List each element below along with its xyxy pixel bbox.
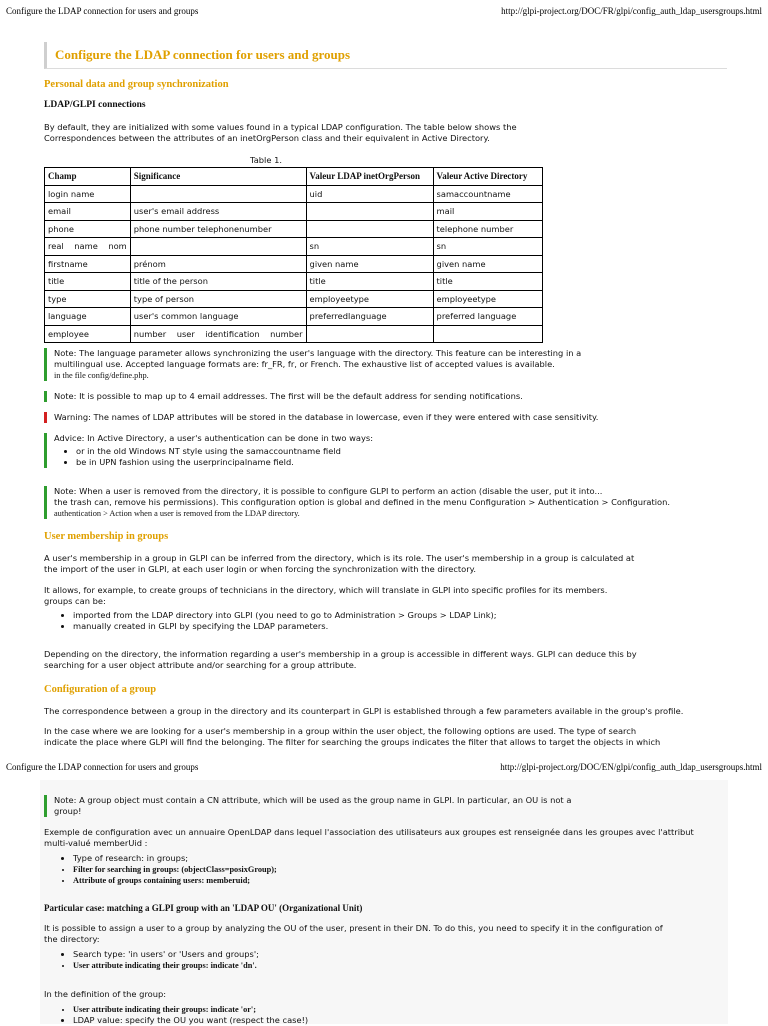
ldap-attributes-table (44, 167, 543, 343)
table-row (45, 185, 543, 203)
paragraph-line: indicate the place where GLPI will find the belonging. The filter for searching the groups indicates the filter that allows to target the objects in which (44, 737, 661, 747)
subsection-heading: Particular case: matching a GLPI group with an 'LDAP OU' (Organizational Unit) (44, 903, 363, 913)
example-paragraph (44, 827, 730, 886)
note-line: in the file config/define.php. (54, 371, 149, 380)
list-item: • imported from the LDAP directory into GLPI (you need to go to Administration > Groups > LDAP Link); (73, 610, 730, 621)
table-cell: number user identification number (130, 325, 306, 343)
paragraph-line: Exemple de configuration avec un annuaire OpenLDAP dans lequel l'association des utilisateurs aux groupes est renseignée dans les groupes avec l'attribut (44, 827, 694, 837)
example-list (44, 853, 730, 886)
table-header-cell: Valeur LDAP inetOrgPerson (306, 168, 433, 186)
table-cell: title (45, 273, 131, 291)
table-cell: prénom (130, 255, 306, 273)
table-cell: user's common language (130, 308, 306, 326)
table-cell: telephone number (433, 220, 542, 238)
table-cell: language (45, 308, 131, 326)
table-cell: preferred language (433, 308, 542, 326)
table-cell (306, 325, 433, 343)
list-item: • Search type: 'in users' or 'Users and groups'; (73, 949, 730, 960)
note-line: multilingual use. Accepted language formats are: fr_FR, fr, or French. The exhaustive list of accepted values is available. (54, 359, 555, 369)
assign-paragraph (44, 923, 730, 971)
table-caption: Table 1. (250, 155, 283, 165)
table-cell: preferredlanguage (306, 308, 433, 326)
list-item: • or in the old Windows NT style using the samaccountname field (76, 446, 373, 457)
table-cell: sn (433, 238, 542, 256)
page-title: Configure the LDAP connection for users and groups (55, 47, 351, 62)
note-line: Note: A group object must contain a CN attribute, which will be used as the group name in GLPI. In particular, an OU is not a (54, 795, 572, 805)
section-personal-data (44, 79, 730, 90)
page2-header-url[interactable]: http://glpi-project.org/DOC/EN/glpi/config_auth_ldap_usersgroups.html (500, 762, 762, 772)
allows-paragraph (44, 585, 730, 632)
definition-paragraph (44, 989, 730, 1026)
list-item: • manually created in GLPI by specifying the LDAP parameters. (73, 621, 730, 632)
list-item: • Attribute of groups containing users: memberuid; (73, 875, 730, 886)
subsection-heading: LDAP/GLPI connections (44, 100, 146, 110)
table-cell: real name nom (45, 238, 131, 256)
table-cell: mail (433, 203, 542, 221)
depending-paragraph (44, 649, 730, 671)
page-title-box (44, 42, 727, 69)
list-item: • Filter for searching in groups: (objectClass=posixGroup); (73, 864, 730, 875)
table-cell (306, 220, 433, 238)
advice-line: Advice: In Active Directory, a user's authentication can be done in two ways: (54, 433, 374, 443)
paragraph-line: searching for a user object attribute and/or searching for a group attribute. (44, 660, 357, 670)
paragraph-line: It is possible to assign a user to a group by analyzing the OU of the user, present in their DN. To do this, you need to specify it in the configuration of (44, 923, 663, 933)
note-removed-user (44, 486, 670, 519)
table-cell: type of person (130, 290, 306, 308)
note-line: Note: It is possible to map up to 4 email addresses. The first will be the default address for sending notifications. (54, 391, 523, 401)
intro-line: Correspondences between the attributes of an inetOrgPerson class and their equivalent in Active Directory. (44, 133, 490, 143)
list-item: • User attribute indicating their groups: indicate 'or'; (73, 1004, 730, 1015)
paragraph-line: A user's membership in a group in GLPI can be inferred from the directory, which is its role. The user's membership in a group is calculated at (44, 553, 635, 563)
list-item: • Type of research: in groups; (73, 853, 730, 864)
advice-box (44, 433, 373, 468)
note-language (44, 348, 581, 381)
subsection (44, 100, 730, 110)
assign-list (44, 949, 730, 971)
table-row (45, 308, 543, 326)
paragraph-line: groups can be: (44, 596, 106, 606)
table-cell: uid (306, 185, 433, 203)
table-cell (130, 238, 306, 256)
paragraph-line: the import of the user in GLPI, at each user login or when forcing the synchronization with the directory. (44, 564, 476, 574)
table-row (45, 273, 543, 291)
table-row (45, 290, 543, 308)
list-item: • User attribute indicating their groups: indicate 'dn'. (73, 960, 730, 971)
table-cell: type (45, 290, 131, 308)
note-cn-attribute (44, 795, 571, 817)
advice-list (54, 446, 373, 468)
note-line: Note: The language parameter allows synchronizing the user's language with the directory. This feature can be interesting in a (54, 348, 582, 358)
table-cell: phone (45, 220, 131, 238)
section-heading: User membership in groups (44, 531, 169, 542)
table-header-cell: Significance (130, 168, 306, 186)
paragraph-line: multi-valué memberUid : (44, 838, 148, 848)
note-line: the trash can, remove his permissions). This configuration option is global and defined in the menu Configuration > Authentication > Configuration. (54, 497, 670, 507)
case-paragraph (44, 726, 730, 748)
table-cell: title (306, 273, 433, 291)
note-email (44, 391, 523, 402)
table-cell: firstname (45, 255, 131, 273)
paragraph-line: It allows, for example, to create groups of technicians in the directory, which will translate in GLPI into specific profiles for its members. (44, 585, 608, 595)
intro-paragraph (44, 122, 730, 144)
section-group-config (44, 684, 730, 695)
section-heading: Personal data and group synchronization (44, 79, 229, 90)
table-cell: given name (433, 255, 542, 273)
note-line: group! (54, 806, 82, 816)
table-cell: samaccountname (433, 185, 542, 203)
table-header-row (45, 168, 543, 186)
section-heading: Configuration of a group (44, 684, 157, 695)
table-cell: employeetype (306, 290, 433, 308)
intro-line: By default, they are initialized with some values found in a typical LDAP configuration. The table below shows the (44, 122, 517, 132)
table-cell: given name (306, 255, 433, 273)
paragraph-line: Depending on the directory, the information regarding a user's membership in a group is accessible in different ways. GLPI can deduce this by (44, 649, 637, 659)
page2-header (6, 762, 762, 774)
table-cell: sn (306, 238, 433, 256)
table-row (45, 203, 543, 221)
table-cell: email (45, 203, 131, 221)
table-header-cell: Champ (45, 168, 131, 186)
table-cell (306, 203, 433, 221)
warning-line: Warning: The names of LDAP attributes will be stored in the database in lowercase, even if they were entered with case sensitivity. (54, 412, 599, 422)
table-cell (433, 325, 542, 343)
page1-header (6, 6, 762, 18)
definition-list (44, 1004, 730, 1026)
table-cell: login name (45, 185, 131, 203)
page1-header-url[interactable]: http://glpi-project.org/DOC/FR/glpi/config_auth_ldap_usersgroups.html (501, 6, 762, 16)
table-cell: title (433, 273, 542, 291)
table-cell: employee (45, 325, 131, 343)
note-line: authentication > Action when a user is removed from the LDAP directory. (54, 509, 300, 518)
paragraph-line: In the case where we are looking for a user's membership in a group within the user object, the following options are used. The type of search (44, 726, 637, 736)
warning-box (44, 412, 598, 423)
table-header-cell: Valeur Active Directory (433, 168, 542, 186)
table-row (45, 325, 543, 343)
particular-case (44, 903, 730, 913)
list-item: • be in UPN fashion using the userprincipalname field. (76, 457, 373, 468)
section-membership (44, 531, 730, 542)
list-item: • LDAP value: specify the OU you want (respect the case!) (73, 1015, 730, 1026)
paragraph-line: The correspondence between a group in the directory and its counterpart in GLPI is established through a few parameters available in the group's profile. (44, 706, 684, 716)
note-line: Note: When a user is removed from the directory, it is possible to configure GLPI to perform an action (disable the user, put it into... (54, 486, 603, 496)
table-row (45, 220, 543, 238)
table-cell: employeetype (433, 290, 542, 308)
page2-header-title: Configure the LDAP connection for users and groups (6, 762, 199, 772)
table-cell: user's email address (130, 203, 306, 221)
table-cell: phone number telephonenumber (130, 220, 306, 238)
table-cell: title of the person (130, 273, 306, 291)
groups-list (44, 610, 730, 632)
paragraph-line: the directory: (44, 934, 100, 944)
table-cell (130, 185, 306, 203)
membership-paragraph (44, 553, 730, 575)
table-row (45, 255, 543, 273)
paragraph-line: In the definition of the group: (44, 989, 167, 999)
page1-header-title: Configure the LDAP connection for users and groups (6, 6, 199, 16)
table-row (45, 238, 543, 256)
correspondence-paragraph (44, 706, 730, 717)
